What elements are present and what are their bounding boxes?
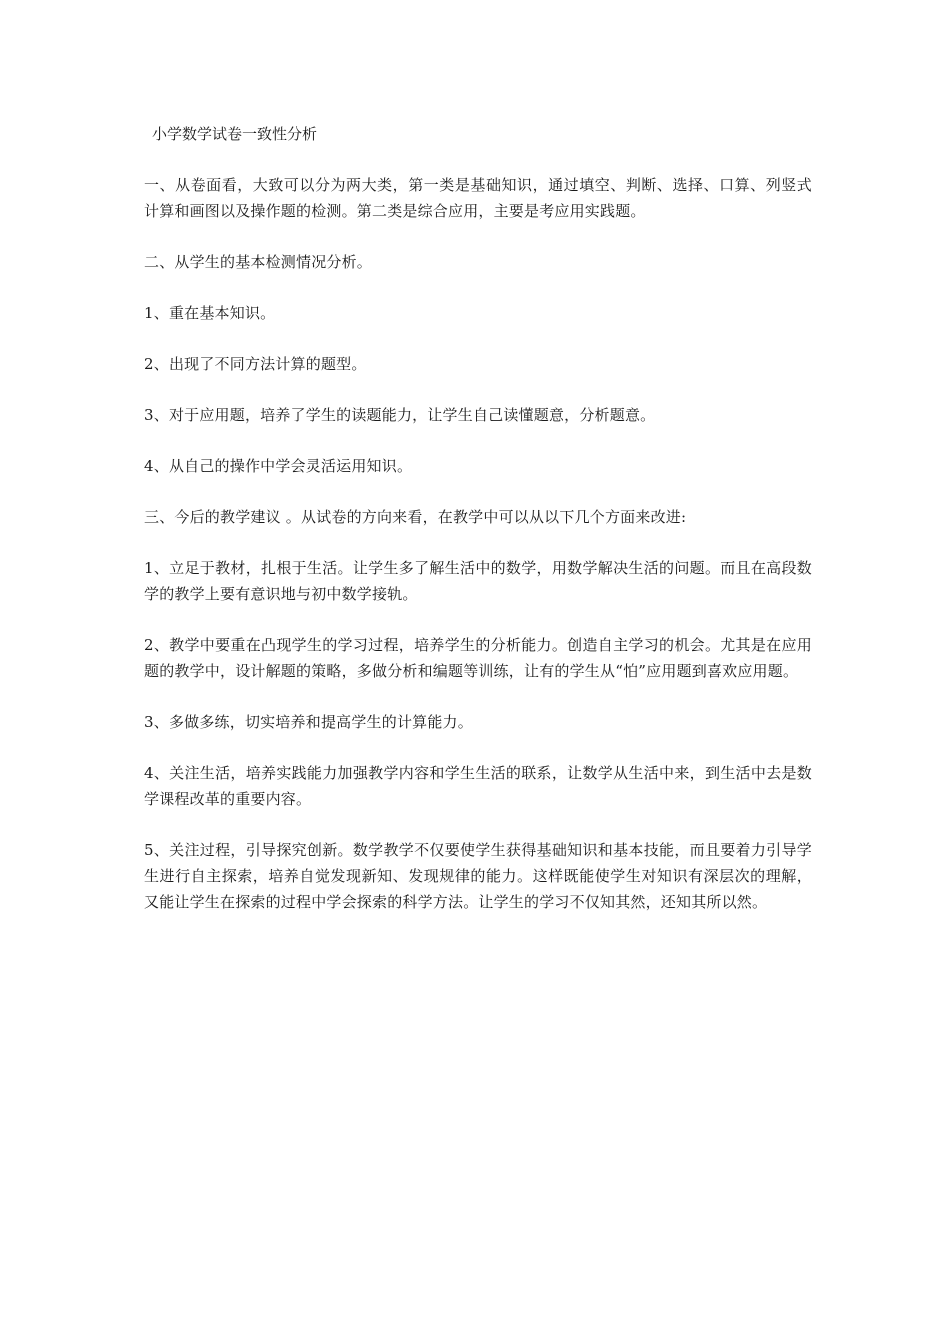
paragraph-suggestion-3: 3、多做多练，切实培养和提高学生的计算能力。	[144, 713, 473, 731]
paragraph-suggestion-5: 5、关注过程，引导探究创新。数学教学不仅要使学生获得基础知识和基本技能，而且要着力引导学生进行自主探索，培养自觉发现新知、发现规律的能力。这样既能使学生对知识有深层次的理解，又能让学生在探索的过程中学会探索的科学方法。让学生的学习不仅知其然，还知其所以然。	[144, 841, 812, 911]
paragraph-section-two: 二、从学生的基本检测情况分析。	[144, 253, 373, 271]
document-title: 小学数学试卷一致性分析	[152, 125, 318, 143]
paragraph-suggestion-1: 1、立足于教材，扎根于生活。让学生多了解生活中的数学，用数学解决生活的问题。而且在高段数学的教学上要有意识地与初中数学接轨。	[144, 559, 812, 603]
paragraph-point-4: 4、从自己的操作中学会灵活运用知识。	[144, 457, 413, 475]
paragraph-point-1: 1、重在基本知识。	[144, 304, 276, 322]
paragraph-suggestion-4: 4、关注生活，培养实践能力加强教学内容和学生生活的联系，让数学从生活中来，到生活中去是数学课程改革的重要内容。	[144, 764, 812, 808]
paragraph-point-3: 3、对于应用题，培养了学生的读题能力，让学生自己读懂题意，分析题意。	[144, 406, 656, 424]
paragraph-overview: 一、从卷面看，大致可以分为两大类，第一类是基础知识，通过填空、判断、选择、口算、列竖式计算和画图以及操作题的检测。第二类是综合应用，主要是考应用实践题。	[144, 176, 812, 220]
paragraph-point-2: 2、出现了不同方法计算的题型。	[144, 355, 367, 373]
document-page	[144, 122, 812, 940]
paragraph-section-three: 三、今后的教学建议 。从试卷的方向来看，在教学中可以从以下几个方面来改进:	[144, 508, 687, 526]
paragraph-suggestion-2: 2、教学中要重在凸现学生的学习过程，培养学生的分析能力。创造自主学习的机会。尤其是在应用题的教学中，设计解题的策略，多做分析和编题等训练，让有的学生从“怕”应用题到喜欢应用题。	[144, 636, 812, 680]
